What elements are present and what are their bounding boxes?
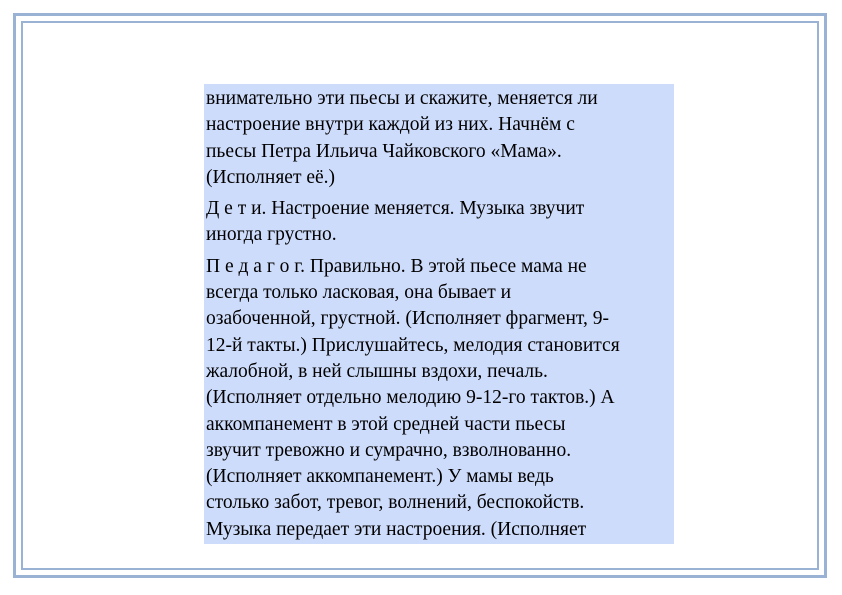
paragraph-intro: внимательно эти пьесы и скажите, меняется ли настроение внутри каждой из них. Начнём с пьесы Петра Ильича Чайковского «Мама». (Исполняет её.) bbox=[206, 88, 598, 188]
paragraph-teacher-reply: П е д а г о г. Правильно. В этой пьесе мама не всегда только ласковая, она бывает и озабоченной, грустной. (Исполняет фрагмент, 9- 12-й такты.) Прислушайтесь, мелодия становится жалобной, в ней слышны вздохи, печаль. (Исполняет отдельно мелодию 9-12-го тактов.) А аккомпанемент в этой средней части пьесы звучит тревожно и сумрачно, взволнованно. (Исполняет аккомпанемент.) У мамы ведь столько забот, тревог, волнений, беспокойств. Музыка передает эти настроения. (Исполняет bbox=[206, 255, 620, 540]
paragraph-children-reply: Д е т и. Настроение меняется. Музыка звучит иногда грустно. bbox=[206, 198, 585, 246]
text-block bbox=[204, 84, 674, 544]
